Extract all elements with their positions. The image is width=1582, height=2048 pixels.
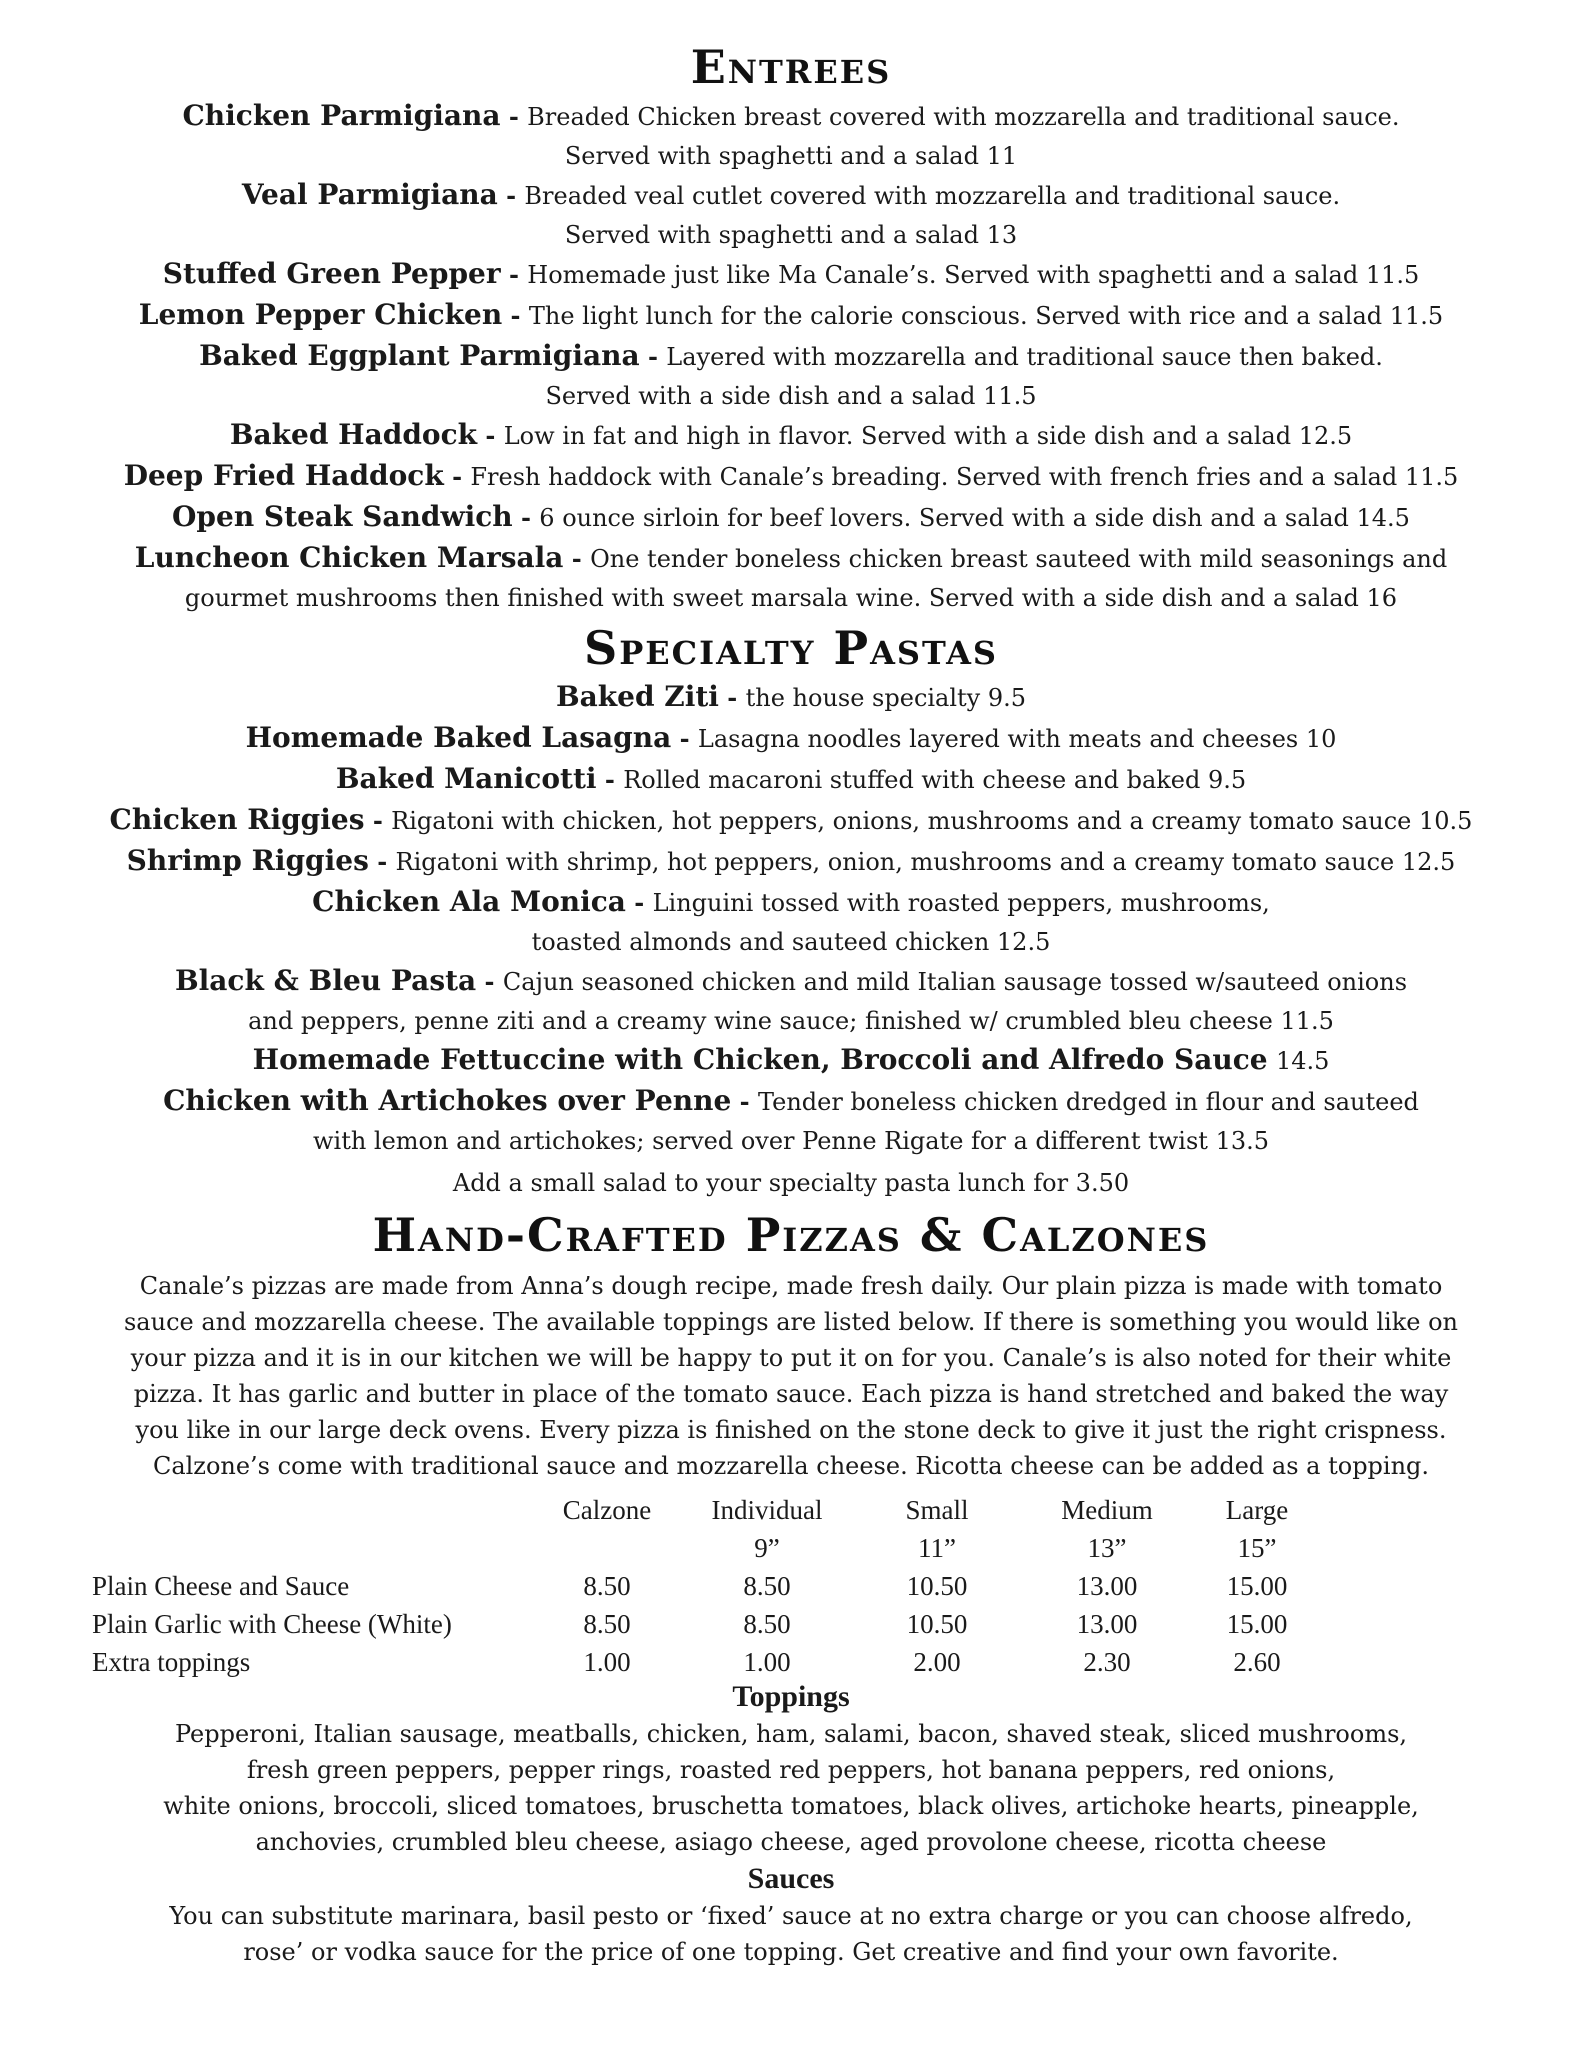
item-description-cont: and peppers, penne ziti and a creamy wine sauce; finished w/ crumbled bleu cheese 11.5 <box>248 1007 1334 1035</box>
item-separator: - <box>731 1087 758 1116</box>
row-label: Plain Cheese and Sauce <box>92 1571 350 1601</box>
item-separator: - <box>500 102 528 131</box>
item-description: Lasagna noodles layered with meats and cheeses 10 <box>697 725 1337 753</box>
price-cell: 10.50 <box>906 1571 968 1601</box>
item-name: Baked Haddock <box>229 418 478 451</box>
menu-item <box>80 254 1502 295</box>
item-description: One tender boneless chicken breast sauteed with mild seasonings and <box>590 545 1448 573</box>
entrees-list <box>80 96 1502 617</box>
sauces-line: rose’ or vodka sauce for the price of one topping. Get creative and find your own favorite. <box>243 1938 1339 1966</box>
menu-item <box>80 336 1502 377</box>
item-separator: - <box>443 462 471 491</box>
item-description-cont: Served with spaghetti and a salad 13 <box>564 221 1018 249</box>
price-row <box>92 1640 1322 1678</box>
pizza-price-table <box>92 1488 1322 1678</box>
size-label <box>532 1526 682 1564</box>
sauces-heading: Sauces <box>747 1862 835 1895</box>
pastas-list <box>80 677 1502 1160</box>
size-label: 9” <box>754 1533 780 1563</box>
item-separator: - <box>476 967 503 996</box>
toppings-list <box>80 1716 1502 1860</box>
sauces-text <box>80 1898 1502 1970</box>
toppings-line: fresh green peppers, pepper rings, roasted red peppers, hot banana peppers, red onions, <box>246 1756 1336 1784</box>
menu-item <box>80 882 1502 923</box>
menu-item <box>80 1040 1502 1081</box>
price-size-row <box>92 1526 1322 1564</box>
sauces-line: You can substitute marinara, basil pesto or ‘fixed’ sauce at no extra charge or you can choose alfredo, <box>169 1902 1413 1930</box>
price-row <box>92 1602 1322 1640</box>
item-description: Linguini tossed with roasted peppers, mushrooms, <box>652 889 1270 917</box>
item-separator: - <box>368 847 396 876</box>
price-cell: 2.00 <box>913 1647 961 1677</box>
pizza-intro <box>80 1268 1502 1484</box>
pastas-heading: Specialty Pastas <box>583 621 999 675</box>
item-description: Rigatoni with chicken, hot peppers, onions, mushrooms and a creamy tomato sauce 10.5 <box>391 807 1473 835</box>
item-description: Rolled macaroni stuffed with cheese and baked 9.5 <box>623 766 1247 794</box>
item-separator <box>1268 1046 1276 1075</box>
item-name: Baked Ziti <box>555 680 719 713</box>
item-description: the house specialty 9.5 <box>745 684 1027 712</box>
item-separator: - <box>364 806 392 835</box>
price-cell: 13.00 <box>1076 1571 1138 1601</box>
item-description-cont: Served with spaghetti and a salad 11 <box>564 142 1018 170</box>
item-description: The light lunch for the calorie conscious. Served with rice and a salad 11.5 <box>528 302 1444 330</box>
item-name: Black & Bleu Pasta <box>174 964 477 997</box>
menu-item <box>80 456 1502 497</box>
item-separator: - <box>596 765 624 794</box>
price-header-row <box>92 1488 1322 1526</box>
price-cell: 2.60 <box>1233 1647 1281 1677</box>
menu-item <box>80 1081 1502 1122</box>
item-description: Layered with mozzarella and traditional sauce then baked. <box>666 343 1383 371</box>
price-cell: 1.00 <box>743 1647 791 1677</box>
menu-item <box>80 175 1502 216</box>
item-description: Breaded veal cutlet covered with mozzarella and traditional sauce. <box>524 182 1341 210</box>
intro-line: pizza. It has garlic and butter in place of the tomato sauce. Each pizza is hand stretched and baked the way <box>133 1380 1449 1408</box>
menu-item <box>80 415 1502 456</box>
item-name: Veal Parmigiana <box>241 178 498 211</box>
menu-item <box>80 96 1502 137</box>
item-separator: - <box>512 503 540 532</box>
menu-item <box>80 677 1502 718</box>
item-description-cont: Served with a side dish and a salad 11.5 <box>545 382 1037 410</box>
toppings-line: anchovies, crumbled bleu cheese, asiago cheese, aged provolone cheese, ricotta cheese <box>255 1828 1327 1856</box>
item-description: Homemade just like Ma Canale’s. Served with spaghetti and a salad 11.5 <box>527 261 1420 289</box>
intro-line: you like in our large deck ovens. Every pizza is finished on the stone deck to give it just the right crispness. <box>135 1416 1447 1444</box>
item-name: Luncheon Chicken Marsala <box>134 541 564 574</box>
item-name: Chicken Ala Monica <box>312 885 626 918</box>
menu-item <box>80 841 1502 882</box>
item-name: Deep Fried Haddock <box>123 459 444 492</box>
toppings-line: Pepperoni, Italian sausage, meatballs, chicken, ham, salami, bacon, shaved steak, sliced mushrooms, <box>174 1720 1408 1748</box>
price-cell: 15.00 <box>1226 1609 1288 1639</box>
column-header: Individual <box>711 1495 823 1525</box>
item-description: 14.5 <box>1275 1047 1330 1075</box>
item-description-cont: toasted almonds and sauteed chicken 12.5 <box>531 928 1051 956</box>
column-header: Small <box>905 1495 969 1525</box>
item-separator: - <box>639 342 667 371</box>
price-cell: 8.50 <box>743 1571 791 1601</box>
item-description: Tender boneless chicken dredged in flour and sauteed <box>757 1088 1419 1116</box>
item-name: Chicken with Artichokes over Penne <box>163 1084 732 1117</box>
price-row <box>92 1564 1322 1602</box>
toppings-heading: Toppings <box>732 1680 850 1713</box>
item-separator: - <box>563 544 591 573</box>
column-header: Medium <box>1061 1495 1153 1525</box>
intro-line: your pizza and it is in our kitchen we will be happy to put it on for you. Canale’s is also noted for their white <box>130 1344 1452 1372</box>
intro-line: Calzone’s come with traditional sauce and mozzarella cheese. Ricotta cheese can be added as a topping. <box>152 1452 1430 1480</box>
menu-item <box>80 295 1502 336</box>
item-name: Baked Eggplant Parmigiana <box>199 339 640 372</box>
column-header: Large <box>1225 1495 1289 1525</box>
intro-line: sauce and mozzarella cheese. The available toppings are listed below. If there is something you would like on <box>123 1308 1458 1336</box>
size-label: 11” <box>918 1533 956 1563</box>
item-separator: - <box>477 421 504 450</box>
menu-item <box>80 759 1502 800</box>
item-name: Chicken Parmigiana <box>182 99 501 132</box>
item-description-cont: with lemon and artichokes; served over Penne Rigate for a different twist 13.5 <box>312 1127 1270 1155</box>
intro-line: Canale’s pizzas are made from Anna’s dough recipe, made fresh daily. Our plain pizza is made with tomato <box>139 1272 1443 1300</box>
entrees-heading: Entrees <box>690 40 892 94</box>
price-cell: 2.30 <box>1083 1647 1131 1677</box>
column-header: Calzone <box>562 1495 652 1525</box>
item-separator: - <box>671 724 698 753</box>
item-name: Homemade Fettuccine with Chicken, Broccoli and Alfredo Sauce <box>252 1043 1268 1076</box>
menu-item <box>80 538 1502 579</box>
menu-item <box>80 718 1502 759</box>
item-description: Cajun seasoned chicken and mild Italian sausage tossed w/sauteed onions <box>502 968 1408 996</box>
size-label: 15” <box>1237 1533 1277 1563</box>
price-cell: 8.50 <box>583 1609 631 1639</box>
item-separator: - <box>718 683 746 712</box>
toppings-line: white onions, broccoli, sliced tomatoes, bruschetta tomatoes, black olives, artichoke hearts, pineapple, <box>163 1792 1419 1820</box>
item-description-cont: gourmet mushrooms then finished with sweet marsala wine. Served with a side dish and a salad 16 <box>184 584 1398 612</box>
item-description: Fresh haddock with Canale’s breading. Served with french fries and a salad 11.5 <box>470 463 1459 491</box>
salad-addon-note: Add a small salad to your specialty pasta lunch for 3.50 <box>452 1169 1130 1197</box>
item-description: 6 ounce sirloin for beef lovers. Served with a side dish and a salad 14.5 <box>539 504 1410 532</box>
item-name: Stuffed Green Pepper <box>162 257 501 290</box>
item-name: Homemade Baked Lasagna <box>245 721 672 754</box>
item-separator: - <box>497 181 525 210</box>
menu-item <box>80 497 1502 538</box>
row-label: Extra toppings <box>92 1647 251 1677</box>
item-description: Low in fat and high in flavor. Served with a side dish and a salad 12.5 <box>503 422 1353 450</box>
menu-item <box>80 961 1502 1002</box>
pizzas-heading: Hand-Crafted Pizzas & Calzones <box>372 1208 1210 1262</box>
item-description: Rigatoni with shrimp, hot peppers, onion, mushrooms and a creamy tomato sauce 12.5 <box>395 848 1456 876</box>
menu-item <box>80 800 1502 841</box>
item-name: Lemon Pepper Chicken <box>138 298 503 331</box>
price-cell: 15.00 <box>1226 1571 1288 1601</box>
item-separator: - <box>500 260 528 289</box>
price-cell: 10.50 <box>906 1609 968 1639</box>
item-separator: - <box>625 888 653 917</box>
item-name: Shrimp Riggies <box>126 844 369 877</box>
item-name: Baked Manicotti <box>335 762 597 795</box>
price-cell: 1.00 <box>583 1647 631 1677</box>
size-label: 13” <box>1087 1533 1127 1563</box>
item-description: Breaded Chicken breast covered with mozzarella and traditional sauce. <box>527 103 1400 131</box>
row-label: Plain Garlic with Cheese (White) <box>92 1609 452 1639</box>
item-separator: - <box>502 301 529 330</box>
price-cell: 8.50 <box>743 1609 791 1639</box>
price-cell: 8.50 <box>583 1571 631 1601</box>
item-name: Chicken Riggies <box>109 803 365 836</box>
item-name: Open Steak Sandwich <box>172 500 513 533</box>
price-cell: 13.00 <box>1076 1609 1138 1639</box>
